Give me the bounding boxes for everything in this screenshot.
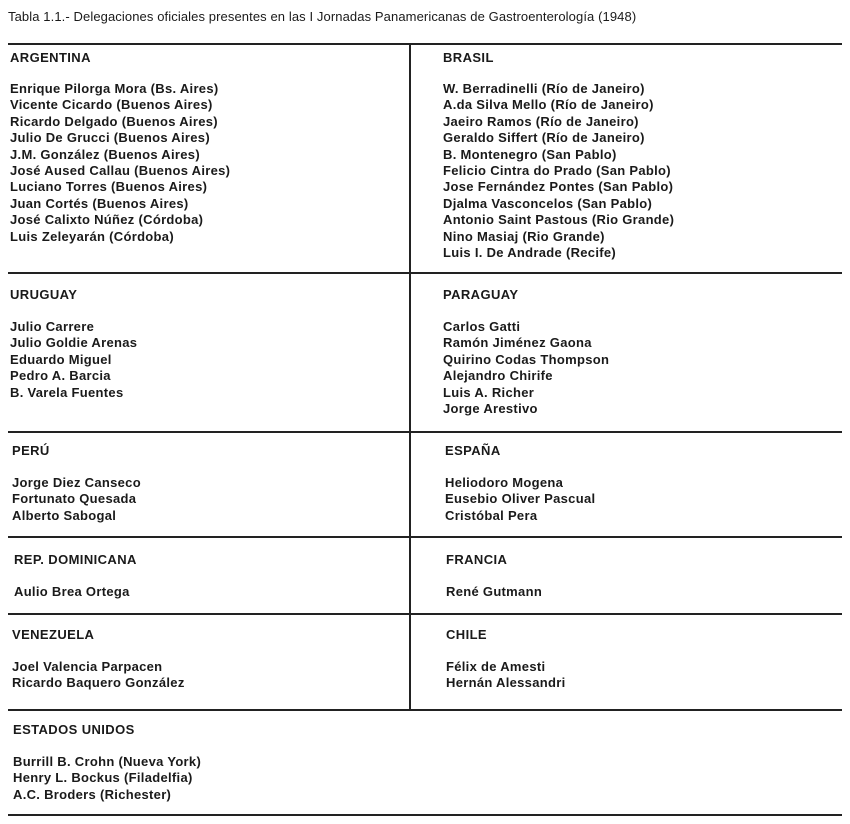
rule-row-4 — [8, 613, 842, 615]
member-item: Henry L. Bockus (Filadelfia) — [13, 770, 193, 786]
cell-brasil — [443, 50, 674, 261]
country-heading-brasil: BRASIL — [443, 50, 494, 65]
member-list-espana — [445, 475, 595, 524]
member-item: Cristóbal Pera — [445, 507, 538, 523]
member-item: Pedro A. Barcia — [10, 368, 111, 384]
member-item: Fortunato Quesada — [12, 491, 137, 507]
member-item: Jorge Arestivo — [443, 400, 538, 416]
member-item: Joel Valencia Parpacen — [12, 659, 163, 674]
member-list-paraguay — [443, 319, 609, 417]
cell-uruguay — [10, 287, 137, 401]
member-item: Eusebio Oliver Pascual — [445, 491, 596, 507]
country-heading-paraguay: PARAGUAY — [443, 287, 519, 302]
member-item: Ricardo Baquero González — [12, 675, 185, 691]
cell-venezuela — [12, 627, 185, 692]
member-item: Hernán Alessandri — [446, 675, 566, 691]
member-item: Luis A. Richer — [443, 384, 535, 400]
table-caption: Tabla 1.1.- Delegaciones oficiales presentes en las I Jornadas Panamericanas de Gastroenterología (1948) — [8, 9, 637, 24]
member-list-peru — [12, 475, 141, 524]
cell-argentina — [10, 50, 230, 245]
member-item: Julio Goldie Arenas — [10, 335, 138, 351]
cell-chile — [446, 627, 566, 692]
member-list-chile — [446, 659, 566, 692]
member-item: A.C. Broders (Richester) — [13, 786, 172, 802]
member-item: Alberto Sabogal — [12, 507, 117, 523]
cell-rep-dominicana — [14, 552, 137, 600]
rule-row-1 — [8, 272, 842, 274]
cell-espana — [445, 443, 595, 524]
member-item: Heliodoro Mogena — [445, 475, 564, 490]
member-list-francia — [446, 584, 542, 600]
member-item: Julio Carrere — [10, 319, 95, 334]
cell-francia — [446, 552, 542, 600]
country-heading-rep-dominicana: REP. DOMINICANA — [14, 552, 137, 567]
country-heading-francia: FRANCIA — [446, 552, 508, 567]
cell-peru — [12, 443, 141, 524]
country-heading-uruguay: URUGUAY — [10, 287, 78, 302]
member-item: Jaeiro Ramos (Río de Janeiro) — [443, 113, 639, 129]
member-item: Ramón Jiménez Gaona — [443, 335, 592, 351]
member-item: Jorge Diez Canseco — [12, 475, 141, 490]
rule-bottom — [8, 814, 842, 816]
member-item: Burrill B. Crohn (Nueva York) — [13, 754, 202, 769]
member-list-estados-unidos — [13, 754, 201, 803]
member-item: Luciano Torres (Buenos Aires) — [10, 179, 208, 195]
member-item: W. Berradinelli (Río de Janeiro) — [443, 81, 645, 96]
country-heading-estados-unidos: ESTADOS UNIDOS — [13, 722, 135, 737]
rule-row-5 — [8, 709, 842, 711]
member-item: Aulio Brea Ortega — [14, 584, 130, 599]
member-item: Ricardo Delgado (Buenos Aires) — [10, 113, 218, 129]
column-divider — [409, 43, 411, 710]
cell-paraguay — [443, 287, 609, 417]
member-item: Djalma Vasconcelos (San Pablo) — [443, 195, 653, 211]
member-item: José Aused Callau (Buenos Aires) — [10, 162, 231, 178]
member-item: René Gutmann — [446, 584, 543, 599]
member-list-uruguay — [10, 319, 137, 401]
country-heading-espana: ESPAÑA — [445, 443, 501, 458]
country-heading-chile: CHILE — [446, 627, 487, 642]
member-item: Eduardo Miguel — [10, 351, 112, 367]
member-list-rep-dominicana — [14, 584, 137, 600]
member-item: Quirino Codas Thompson — [443, 351, 610, 367]
member-item: Alejandro Chirife — [443, 368, 553, 384]
member-item: Antonio Saint Pastous (Rio Grande) — [443, 212, 675, 228]
member-list-brasil — [443, 81, 674, 261]
member-item: Luis Zeleyarán (Córdoba) — [10, 228, 174, 244]
member-item: Enrique Pilorga Mora (Bs. Aires) — [10, 81, 219, 96]
country-heading-peru: PERÚ — [12, 443, 50, 458]
member-item: Félix de Amesti — [446, 659, 546, 674]
rule-row-3 — [8, 536, 842, 538]
member-list-venezuela — [12, 659, 185, 692]
country-heading-venezuela: VENEZUELA — [12, 627, 95, 642]
member-item: B. Varela Fuentes — [10, 384, 124, 400]
member-item: J.M. González (Buenos Aires) — [10, 146, 200, 162]
country-heading-argentina: ARGENTINA — [10, 50, 91, 65]
member-item: Jose Fernández Pontes (San Pablo) — [443, 179, 674, 195]
member-item: B. Montenegro (San Pablo) — [443, 146, 617, 162]
member-item: Vicente Cicardo (Buenos Aires) — [10, 97, 213, 113]
member-item: Carlos Gatti — [443, 319, 521, 334]
member-list-argentina — [10, 81, 230, 245]
member-item: Felicio Cintra do Prado (San Pablo) — [443, 162, 671, 178]
member-item: Nino Masiaj (Rio Grande) — [443, 228, 605, 244]
member-item: Juan Cortés (Buenos Aires) — [10, 195, 189, 211]
cell-estados-unidos — [13, 722, 201, 803]
member-item: A.da Silva Mello (Río de Janeiro) — [443, 97, 654, 113]
rule-top — [8, 43, 842, 45]
member-item: Luis I. De Andrade (Recife) — [443, 244, 617, 260]
member-item: Julio De Grucci (Buenos Aires) — [10, 130, 210, 146]
member-item: José Calixto Núñez (Córdoba) — [10, 212, 204, 228]
member-item: Geraldo Siffert (Río de Janeiro) — [443, 130, 645, 146]
rule-row-2 — [8, 431, 842, 433]
